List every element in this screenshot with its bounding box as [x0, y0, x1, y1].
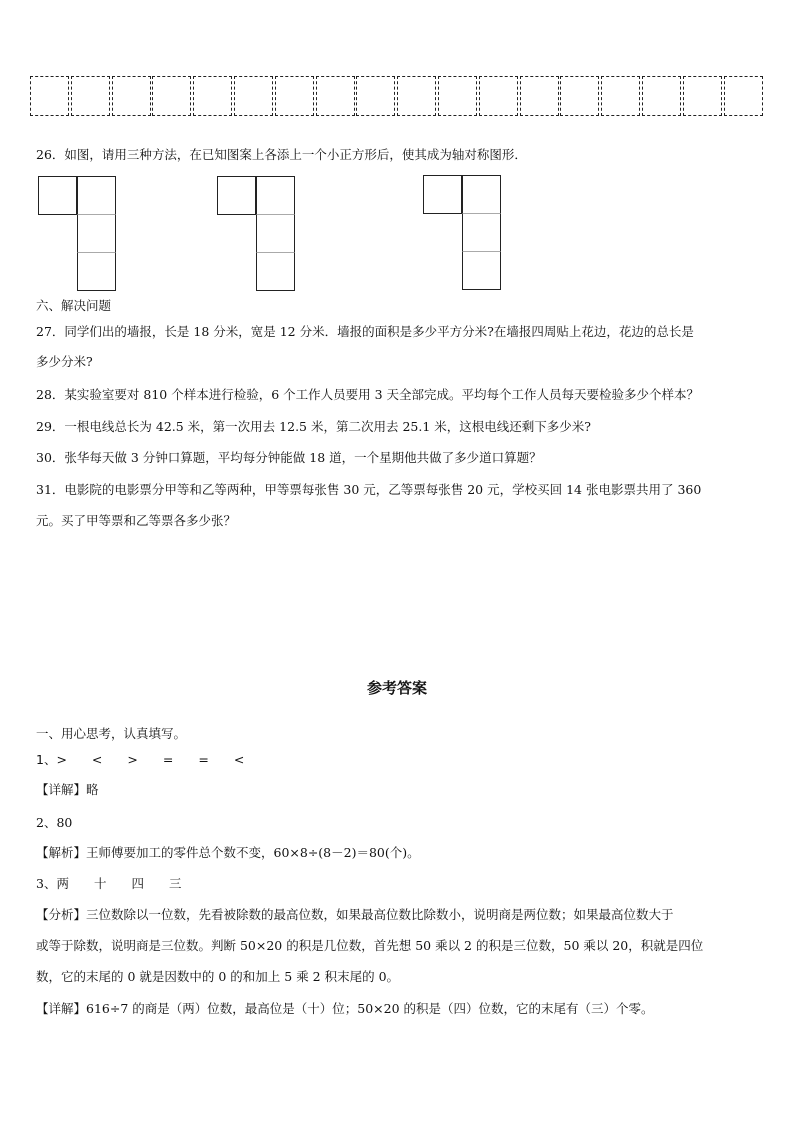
square: [77, 252, 116, 291]
answer-3-detail: 【详解】616÷7 的商是（两）位数，最高位是（十）位；50×20 的积是（四）位数，它的末尾有（三）个零。: [36, 1001, 654, 1016]
question-29: 29．一根电线总长为 42.5 米，第一次用去 12.5 米，第二次用去 25.1 米，这根电线还剩下多少米?: [36, 419, 591, 434]
grid-cell: [316, 76, 355, 116]
answer-2: 2、80: [36, 815, 73, 830]
grid-cell: [71, 76, 110, 116]
question-28: 28．某实验室要对 810 个样本进行检验，6 个工作人员要用 3 天全部完成。平均每个工作人员每天要检验多少个样本？: [36, 387, 700, 402]
grid-cell: [397, 76, 436, 116]
answer-3-analysis-line1: 【分析】三位数除以一位数，先看被除数的最高位数，如果最高位数比除数小，说明商是两位数；如果最高位数大于: [36, 907, 674, 922]
grid-cell: [356, 76, 395, 116]
answer-3-analysis-line3: 数，它的末尾的 0 就是因数中的 0 的和加上 5 乘 2 积末尾的 0。: [36, 969, 400, 984]
answer-1-detail: 【详解】略: [36, 782, 99, 797]
grid-cell: [152, 76, 191, 116]
grid-cell: [601, 76, 640, 116]
square: [423, 175, 462, 214]
square: [217, 176, 256, 215]
grid-cell: [724, 76, 763, 116]
square: [256, 176, 295, 215]
question-31-line1: 31．电影院的电影票分甲等和乙等两种，甲等票每张售 30 元，乙等票每张售 20 元，学校买回 14 张电影票共用了 360: [36, 482, 702, 497]
question-26: 26．如图，请用三种方法，在已知图案上各添上一个小正方形后，使其成为轴对称图形．: [36, 147, 527, 162]
answer-grid: [30, 76, 764, 116]
square: [77, 214, 116, 253]
answer-2-analysis: 【解析】王师傅要加工的零件总个数不变，60×8÷(8－2)＝80(个)。: [36, 845, 420, 860]
grid-cell: [112, 76, 151, 116]
answer-3-analysis-line2: 或等于除数，说明商是三位数。判断 50×20 的积是几位数，首先想 50 乘以 2 的积是三位数，50 乘以 20，积就是四位: [36, 938, 704, 953]
grid-cell: [683, 76, 722, 116]
square: [462, 213, 501, 252]
question-27-line1: 27．同学们出的墙报，长是 18 分米，宽是 12 分米．墙报的面积是多少平方分米?在墙报四周贴上花边，花边的总长是: [36, 324, 694, 339]
answers-title: 参考答案: [366, 679, 427, 697]
square: [462, 175, 501, 214]
question-27-line2: 多少分米?: [36, 354, 93, 369]
grid-cell: [438, 76, 477, 116]
grid-cell: [560, 76, 599, 116]
grid-cell: [234, 76, 273, 116]
answer-3: 3、两 十 四 三: [36, 876, 182, 891]
square: [462, 251, 501, 290]
grid-cell: [520, 76, 559, 116]
grid-cell: [275, 76, 314, 116]
answer-1: 1、> < > = = <: [36, 752, 245, 767]
section-heading-6: 六、解决问题: [36, 298, 112, 313]
grid-cell: [193, 76, 232, 116]
square: [77, 176, 116, 215]
grid-cell: [479, 76, 518, 116]
square: [256, 252, 295, 291]
grid-cell: [30, 76, 69, 116]
grid-cell: [642, 76, 681, 116]
square: [38, 176, 77, 215]
answer-section-1: 一、用心思考，认真填写。: [36, 726, 187, 741]
question-30: 30．张华每天做 3 分钟口算题，平均每分钟能做 18 道，一个星期他共做了多少道口算题？: [36, 450, 542, 465]
square: [256, 214, 295, 253]
question-31-line2: 元。买了甲等票和乙等票各多少张？: [36, 513, 237, 528]
